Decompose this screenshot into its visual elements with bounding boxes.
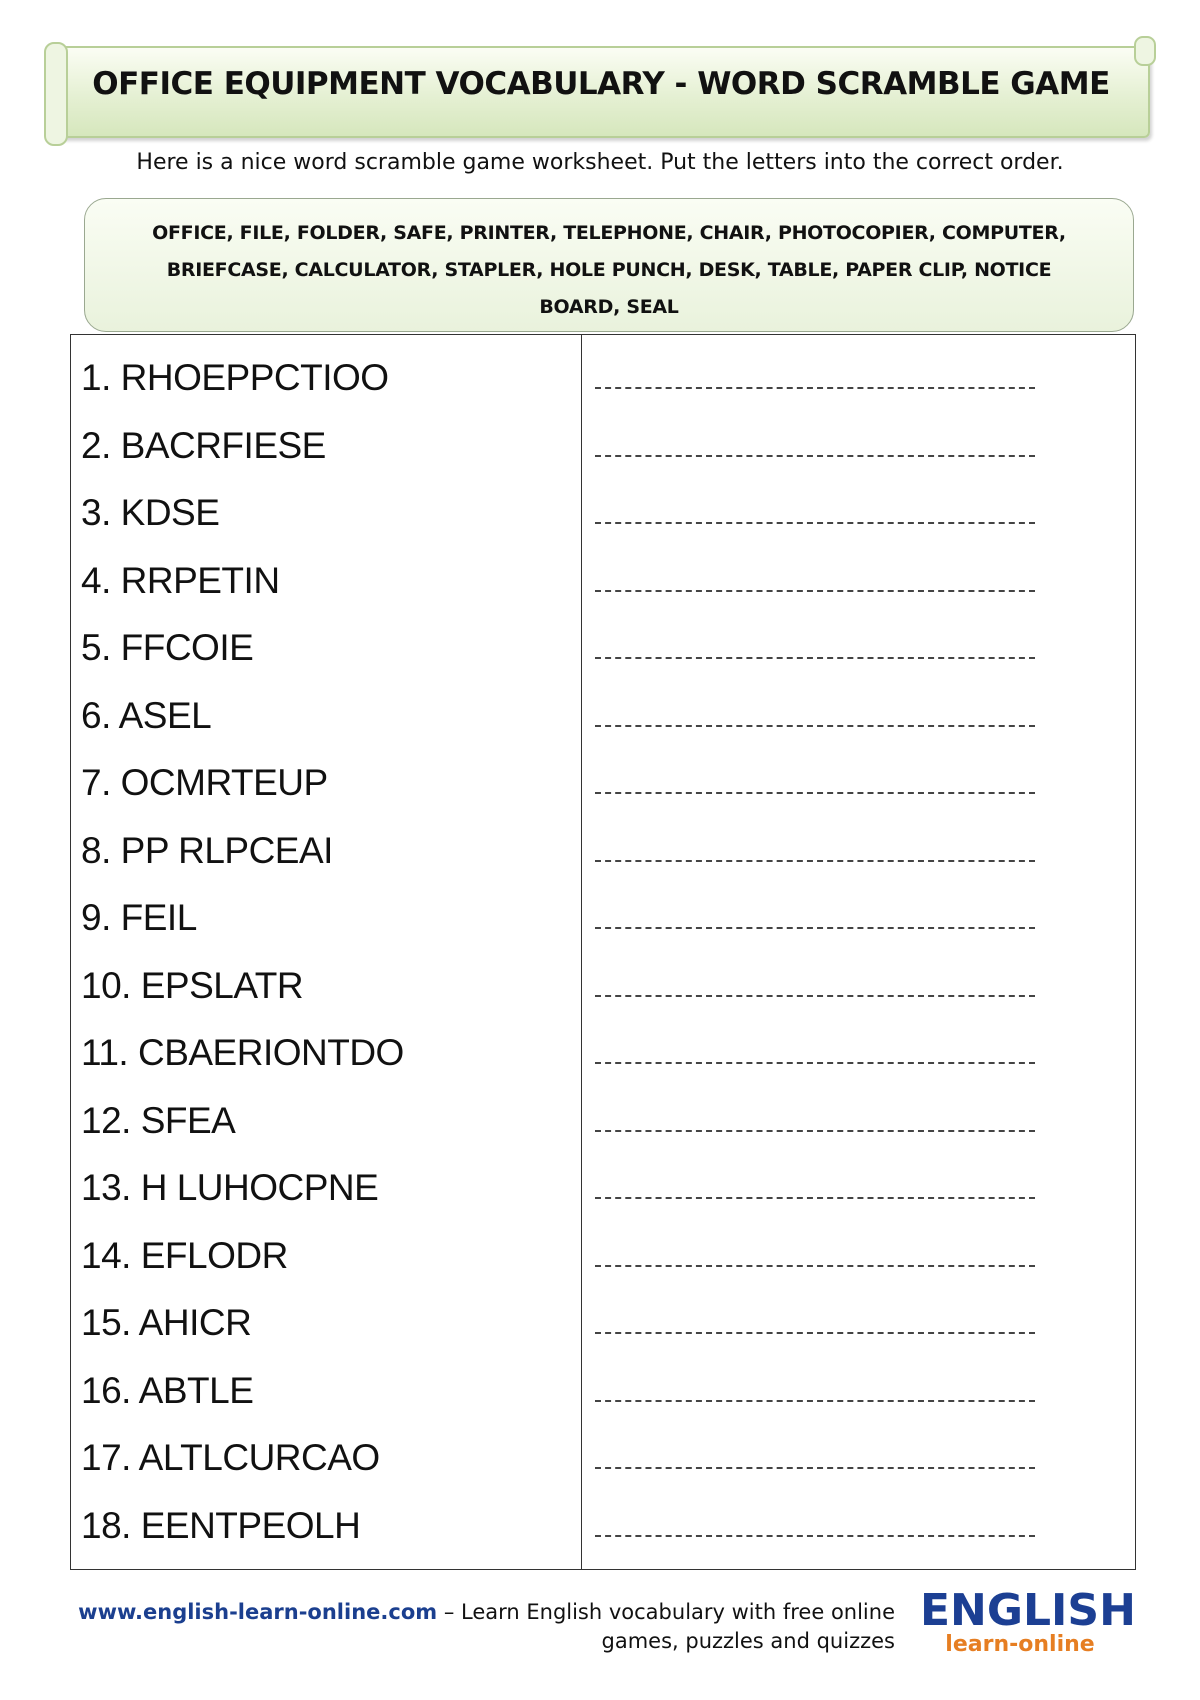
logo [920, 1585, 1136, 1657]
scrambled-word: 3. KDSE [81, 492, 220, 533]
answer-line[interactable] [595, 522, 1035, 524]
page-title: OFFICE EQUIPMENT VOCABULARY - WORD SCRAMBLE GAME [92, 66, 1110, 102]
answer-line[interactable] [595, 1130, 1035, 1132]
scrambled-word: 18. EENTPEOLH [81, 1504, 361, 1546]
puzzle-row [71, 486, 1135, 554]
scrambled-word: 8. PP RLPCEAI [81, 829, 333, 871]
puzzle-rows [71, 335, 1135, 1566]
answer-line[interactable] [595, 590, 1035, 592]
answer-line[interactable] [595, 792, 1035, 794]
scroll-curl-right [1134, 36, 1156, 66]
word-bank-list: OFFICE, FILE, FOLDER, SAFE, PRINTER, TELEPHONE, CHAIR, PHOTOCOPIER, COMPUTER, BRIEFCASE, CALCULATOR, STAPLER, HOLE PUNCH, DESK, TABLE, PAPER CLIP, NOTICE BOARD, SEAL [152, 222, 1066, 318]
scrambled-word: 17. ALTLCURCAO [81, 1437, 380, 1478]
scrambled-word: 6. ASEL [81, 694, 212, 736]
footer-tagline-1: – Learn English vocabulary with free online [437, 1600, 895, 1624]
title-banner [52, 46, 1150, 138]
puzzle-row [71, 689, 1135, 757]
puzzle-row [71, 756, 1135, 824]
puzzle-row [71, 1161, 1135, 1229]
puzzle-row [71, 824, 1135, 892]
scrambled-word: 1. RHOEPPCTIOO [81, 357, 389, 398]
answer-line[interactable] [595, 1467, 1035, 1469]
scrambled-word: 7. OCMRTEUP [81, 762, 328, 803]
puzzle-row [71, 1296, 1135, 1364]
answer-line[interactable] [595, 657, 1035, 659]
footer-text [78, 1598, 895, 1656]
answer-line[interactable] [595, 387, 1035, 389]
intro-text: Here is a nice word scramble game worksheet. Put the letters into the correct order. [136, 150, 1064, 175]
puzzle-row [71, 419, 1135, 487]
answer-line[interactable] [595, 995, 1035, 997]
word-bank-box [84, 198, 1134, 332]
scrambled-word: 10. EPSLATR [81, 964, 304, 1006]
answer-line[interactable] [595, 927, 1035, 929]
logo-sub-text: learn-online [945, 1632, 1095, 1657]
puzzle-row [71, 1364, 1135, 1432]
answer-line[interactable] [595, 1265, 1035, 1267]
scrambled-word: 16. ABTLE [81, 1369, 254, 1411]
puzzle-row [71, 891, 1135, 959]
puzzle-row [71, 1431, 1135, 1499]
puzzle-row [71, 554, 1135, 622]
puzzle-table [70, 334, 1136, 1570]
logo-main-text: ENGLISH [920, 1585, 1136, 1636]
scrambled-word: 5. FFCOIE [81, 627, 254, 668]
scrambled-word: 13. H LUHOCPNE [81, 1167, 379, 1208]
answer-line[interactable] [595, 1197, 1035, 1199]
scrambled-word: 15. AHICR [81, 1302, 252, 1343]
site-url-link[interactable]: www.english-learn-online.com [78, 1600, 438, 1624]
puzzle-row [71, 1026, 1135, 1094]
answer-line[interactable] [595, 725, 1035, 727]
footer-tagline-2: games, puzzles and quizzes [601, 1629, 895, 1653]
scrambled-word: 12. SFEA [81, 1099, 236, 1141]
scrambled-word: 2. BACRFIESE [81, 424, 326, 466]
puzzle-row [71, 621, 1135, 689]
scrambled-word: 11. CBAERIONTDO [81, 1032, 404, 1073]
puzzle-row [71, 1094, 1135, 1162]
answer-line[interactable] [595, 1062, 1035, 1064]
answer-line[interactable] [595, 1332, 1035, 1334]
puzzle-row [71, 1229, 1135, 1297]
scrambled-word: 9. FEIL [81, 897, 197, 938]
answer-line[interactable] [595, 455, 1035, 457]
answer-line[interactable] [595, 1535, 1035, 1537]
scrambled-word: 4. RRPETIN [81, 559, 280, 601]
answer-line[interactable] [595, 1400, 1035, 1402]
puzzle-row [71, 1499, 1135, 1567]
puzzle-row [71, 351, 1135, 419]
puzzle-row [71, 959, 1135, 1027]
answer-line[interactable] [595, 860, 1035, 862]
scrambled-word: 14. EFLODR [81, 1234, 288, 1276]
